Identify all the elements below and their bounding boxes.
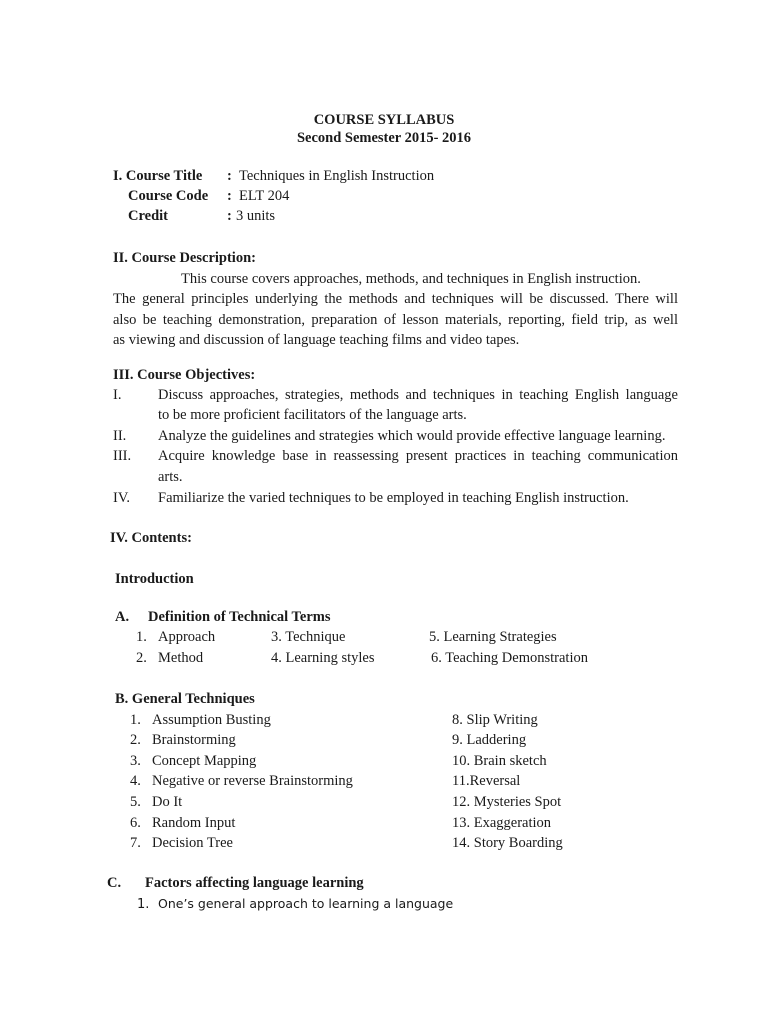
objective-number: IV. [113,490,131,506]
factor-number: 1. [137,897,150,912]
technique-item: 10. Brain sketch [452,753,547,769]
technique-item: 9. Laddering [452,732,527,748]
technique-number: 3. [130,753,141,769]
objective-text: Acquire knowledge base in reassessing present practices in teaching communication [158,448,678,464]
term-item: 3. Technique [271,629,346,645]
technique-item: Assumption Busting [152,712,271,728]
objective-number: I. [113,387,122,403]
technique-number: 2. [130,732,141,748]
technique-item: Random Input [152,815,236,831]
objective-text-continued: arts. [158,469,183,485]
technique-item: 13. Exaggeration [452,815,552,831]
technique-item: Concept Mapping [152,753,257,769]
term-item: 6. Teaching Demonstration [431,650,588,666]
technique-item: 8. Slip Writing [452,712,538,728]
technique-item: Decision Tree [152,835,233,851]
section-c-title: Factors affecting language learning [145,875,364,891]
objective-number: II. [113,428,127,444]
description-line-3: also be teaching demonstration, preparation of lesson materials, reporting, field trip, as well [113,312,678,328]
term-item: 5. Learning Strategies [429,629,557,645]
term-item: 4. Learning styles [271,650,375,666]
objective-text-continued: to be more proficient facilitators of the language arts. [158,407,467,423]
section-a-title: Definition of Technical Terms [148,609,331,625]
section-a-letter: A. [115,609,130,625]
objective-text: Familiarize the varied techniques to be employed in teaching English instruction. [158,490,629,506]
technique-number: 6. [130,815,141,831]
contents-heading: IV. Contents: [110,530,192,546]
technique-item: Brainstorming [152,732,236,748]
introduction-heading: Introduction [115,571,194,587]
course-code-value: ELT 204 [239,188,290,204]
description-line-1: This course covers approaches, methods, and techniques in English instruction. [181,271,641,287]
course-title-label: I. Course Title [113,168,203,184]
description-line-2: The general principles underlying the methods and techniques will be discussed. There will [113,291,678,307]
course-title-colon: : [227,168,232,184]
section-b-title: B. General Techniques [115,691,255,707]
term-number: 1. [136,629,147,645]
course-objectives-heading: III. Course Objectives: [113,367,256,383]
term-item: Approach [158,629,216,645]
description-line-4: as viewing and discussion of language teaching films and video tapes. [113,332,520,348]
technique-item: Do It [152,794,183,810]
technique-number: 5. [130,794,141,810]
technique-number: 1. [130,712,141,728]
semester-subtitle: Second Semester 2015- 2016 [296,130,472,146]
term-number: 2. [136,650,147,666]
technique-number: 4. [130,773,141,789]
technique-item: Negative or reverse Brainstorming [152,773,353,789]
technique-item: 11.Reversal [452,773,521,789]
technique-item: 14. Story Boarding [452,835,563,851]
objective-text: Discuss approaches, strategies, methods and techniques in teaching English language [158,387,678,403]
technique-number: 7. [130,835,141,851]
credit-value: 3 units [236,208,276,224]
term-item: Method [158,650,204,666]
objective-text: Analyze the guidelines and strategies which would provide effective language learning. [158,428,666,444]
course-code-colon: : [227,188,232,204]
course-title-value: Techniques in English Instruction [239,168,435,184]
credit-colon: : [227,208,232,224]
document-title: COURSE SYLLABUS [313,112,455,128]
objective-number: III. [113,448,132,464]
technique-item: 12. Mysteries Spot [452,794,562,810]
credit-label: Credit [128,208,169,224]
section-c-letter: C. [107,875,122,891]
course-code-label: Course Code [128,188,209,204]
factor-item: One’s general approach to learning a language [158,896,454,911]
course-description-heading: II. Course Description: [113,250,256,266]
